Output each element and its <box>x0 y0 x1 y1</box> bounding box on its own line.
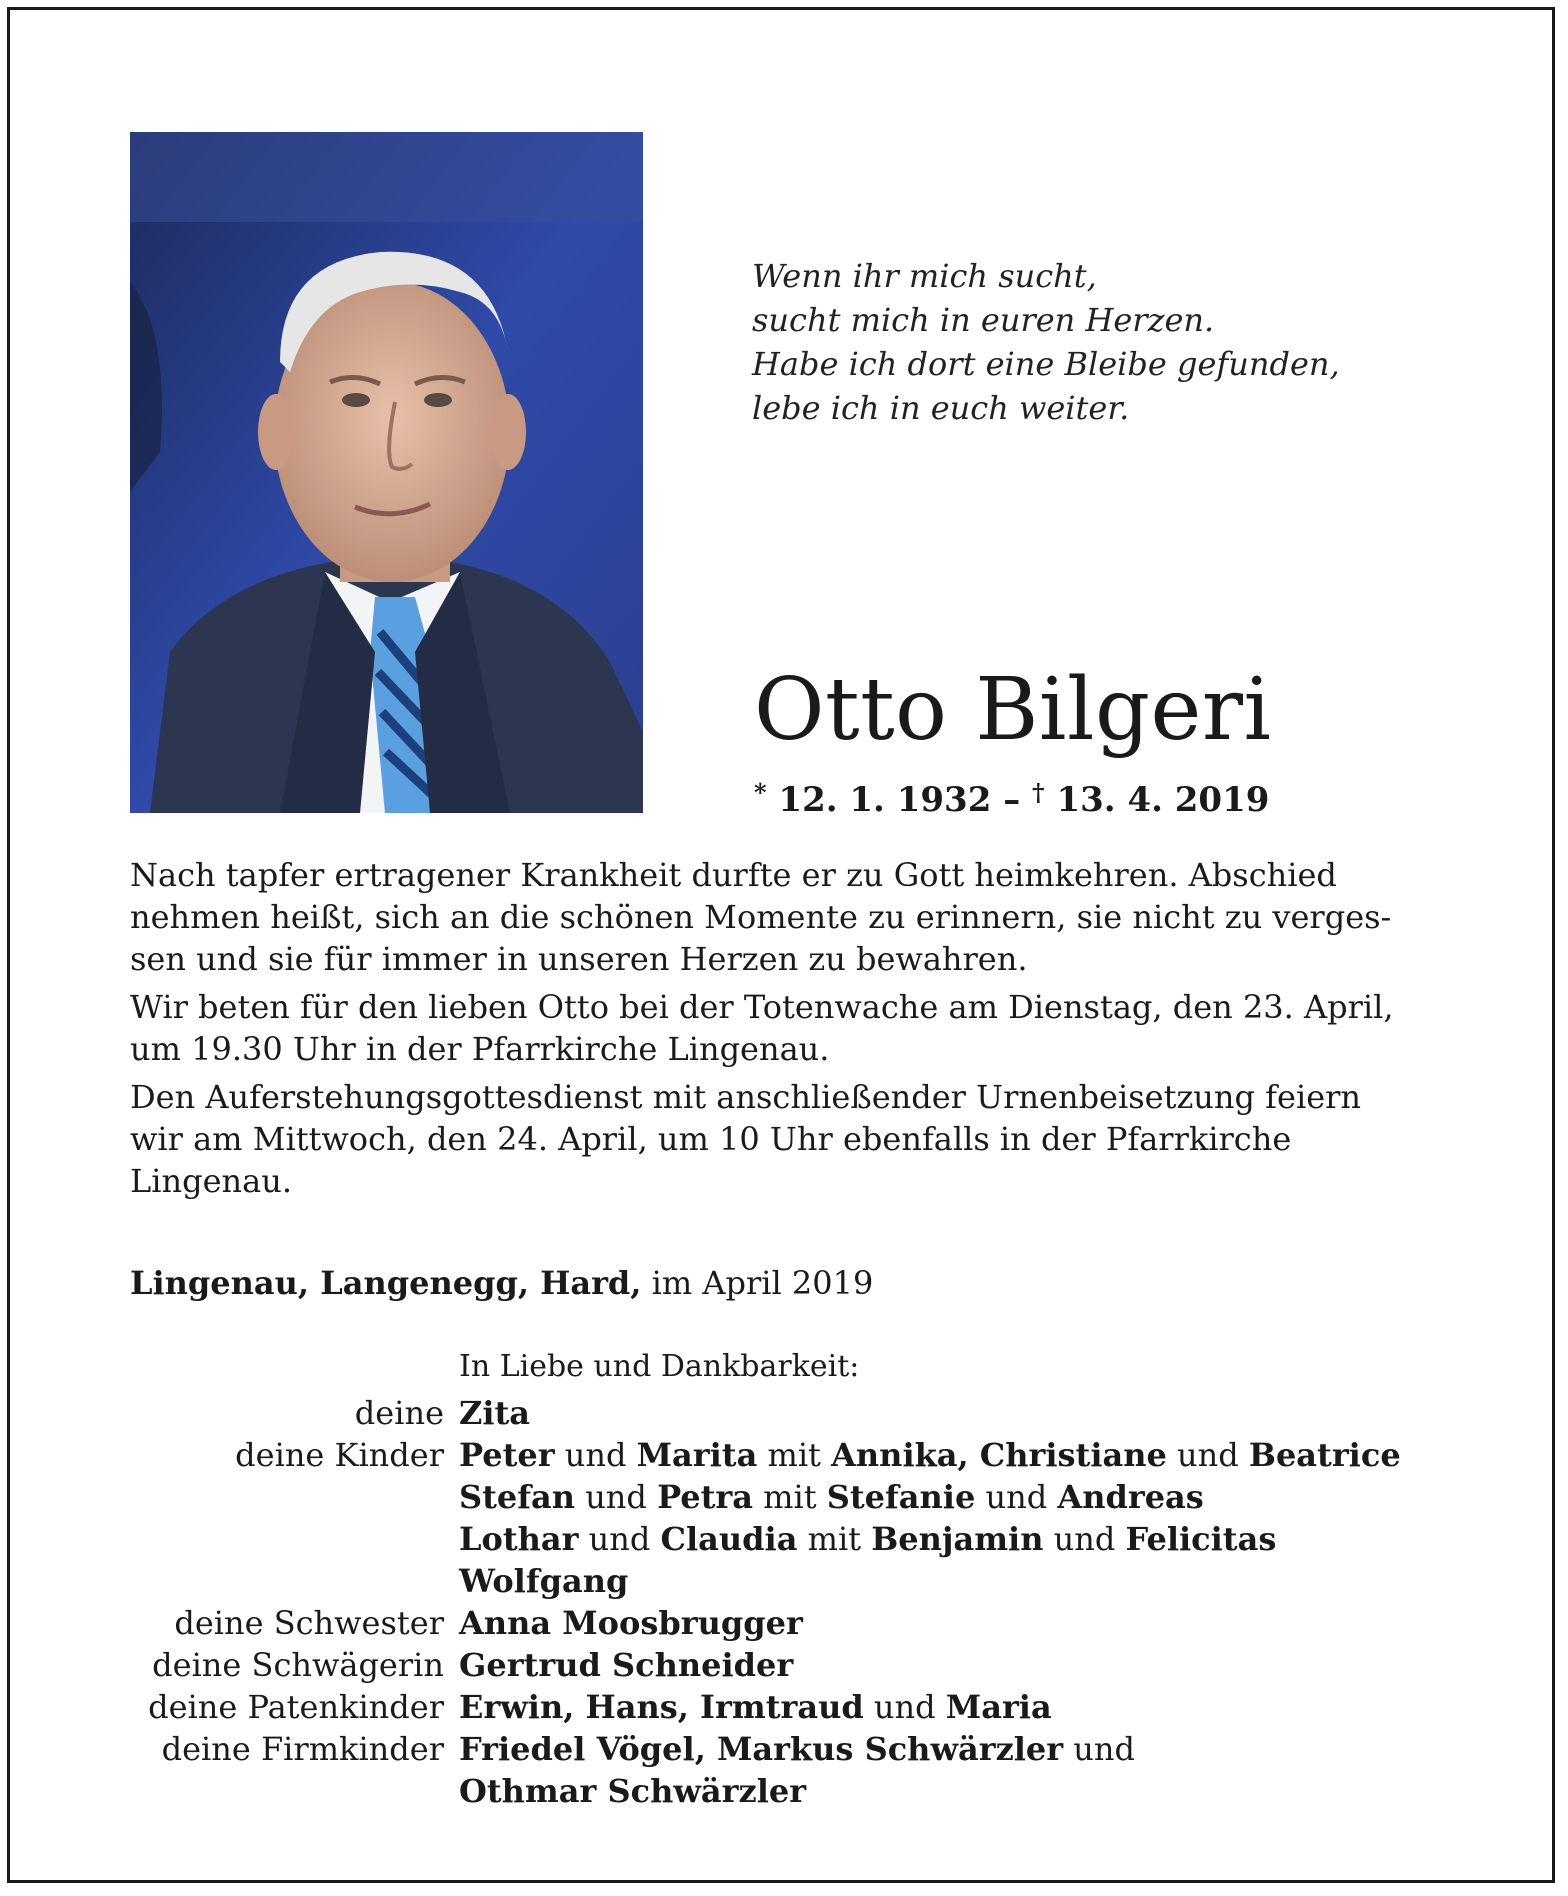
paragraph-wake <box>130 986 1436 1070</box>
birth-symbol: * <box>754 778 767 807</box>
mourner-name: Peter <box>459 1436 555 1474</box>
mourner-connector: mit <box>753 1478 827 1516</box>
mourner-name: Friedel Vögel, Markus Schwärzler <box>459 1730 1064 1768</box>
death-date: 13. 4. 2019 <box>1056 780 1270 820</box>
mourner-names <box>459 1770 806 1812</box>
mourner-row <box>100 1560 1500 1602</box>
mourner-name: Claudia <box>660 1520 798 1558</box>
mourner-names <box>459 1602 803 1644</box>
paragraph-service <box>130 1076 1436 1202</box>
mourner-names <box>459 1518 1276 1560</box>
mourner-names <box>459 1728 1135 1770</box>
mourner-name: Andreas <box>1057 1478 1204 1516</box>
text-line: nehmen heißt, sich an die schönen Momente zu erinnern, sie nicht zu verges- <box>130 898 1392 936</box>
mourner-connector: mit <box>797 1520 872 1558</box>
mourner-connector: und <box>863 1688 946 1726</box>
mourner-row <box>100 1602 1500 1644</box>
life-dates <box>754 778 1269 820</box>
notice-date: im April 2019 <box>651 1264 874 1302</box>
mourner-connector: und <box>975 1478 1058 1516</box>
death-symbol: † <box>1032 778 1045 807</box>
mourner-relation: deine Schwägerin <box>152 1646 444 1684</box>
mourner-row <box>100 1434 1500 1476</box>
mourner-name: Zita <box>459 1394 531 1432</box>
paragraph-passing <box>130 854 1436 980</box>
text-line: Nach tapfer ertragener Krankheit durfte er zu Gott heimkehren. Abschied <box>130 856 1337 894</box>
mourner-connector: und <box>575 1478 658 1516</box>
mourner-name: Stefan <box>459 1478 576 1516</box>
mourner-name: Annika, Christiane <box>831 1436 1167 1474</box>
mourner-relation <box>100 1560 459 1602</box>
text-line: wir am Mittwoch, den 24. April, um 10 Uhr ebenfalls in der Pfarrkirche <box>130 1120 1292 1158</box>
portrait-photo <box>130 132 643 813</box>
mourner-relation <box>100 1770 459 1812</box>
mourner-relation: deine Firmkinder <box>161 1730 444 1768</box>
mourner-row <box>100 1518 1500 1560</box>
date-dash: – <box>1003 780 1021 820</box>
deceased-name: Otto Bilgeri <box>754 660 1272 760</box>
mourner-row <box>100 1392 1500 1434</box>
text-line: um 19.30 Uhr in der Pfarrkirche Lingenau. <box>130 1030 830 1068</box>
mourner-names <box>459 1560 628 1602</box>
mourner-names <box>459 1686 1052 1728</box>
mourner-names <box>459 1434 1401 1476</box>
mourner-connector: mit <box>757 1436 832 1474</box>
mourner-row <box>100 1728 1500 1770</box>
mourner-row <box>100 1476 1500 1518</box>
mourner-name: Gertrud Schneider <box>459 1646 794 1684</box>
mourner-connector: und <box>554 1436 637 1474</box>
birth-date: 12. 1. 1932 <box>778 780 992 820</box>
mourner-relation <box>100 1518 459 1560</box>
mourner-name: Stefanie <box>826 1478 976 1516</box>
mourner-name: Wolfgang <box>459 1562 629 1600</box>
mourner-names <box>459 1644 793 1686</box>
mourner-name: Petra <box>657 1478 753 1516</box>
place-and-date <box>130 1262 873 1304</box>
text-line: sen und sie für immer in unseren Herzen zu bewahren. <box>130 940 1028 978</box>
mourner-name: Maria <box>945 1688 1052 1726</box>
mourner-name: Anna Moosbrugger <box>459 1604 803 1642</box>
mourner-connector: und <box>1166 1436 1249 1474</box>
mourner-names <box>459 1392 530 1434</box>
announcement-text <box>130 854 1436 1208</box>
mourner-connector: und <box>578 1520 661 1558</box>
mourner-relation: deine Patenkinder <box>148 1688 444 1726</box>
text-line: Wir beten für den lieben Otto bei der Totenwache am Dienstag, den 23. April, <box>130 988 1394 1026</box>
mourner-relation: deine Schwester <box>174 1604 444 1642</box>
mourner-name: Benjamin <box>871 1520 1044 1558</box>
mourners-list <box>100 1392 1500 1812</box>
mourner-name: Felicitas <box>1125 1520 1277 1558</box>
mourner-name: Beatrice <box>1248 1436 1401 1474</box>
mourner-relation: deine <box>354 1394 444 1432</box>
mourner-row <box>100 1644 1500 1686</box>
text-line: Lingenau. <box>130 1162 292 1200</box>
mourner-row <box>100 1686 1500 1728</box>
quote-line: lebe ich in euch weiter. <box>752 389 1130 427</box>
mourner-name: Othmar Schwärzler <box>459 1772 807 1810</box>
mourner-names <box>459 1476 1204 1518</box>
place-names: Lingenau, Langenegg, Hard, <box>130 1264 642 1302</box>
mourner-relation <box>100 1476 459 1518</box>
portrait-illustration <box>130 132 643 813</box>
mourner-relation: deine Kinder <box>235 1436 444 1474</box>
mourner-connector: und <box>1043 1520 1126 1558</box>
memorial-quote <box>752 254 1452 430</box>
quote-line: sucht mich in euren Herzen. <box>752 301 1215 339</box>
mourner-name: Marita <box>636 1436 758 1474</box>
text-line: Den Auferstehungsgottesdienst mit anschließender Urnenbeisetzung feiern <box>130 1078 1362 1116</box>
quote-line: Habe ich dort eine Bleibe gefunden, <box>752 345 1340 383</box>
quote-line: Wenn ihr mich sucht, <box>752 257 1097 295</box>
mourner-connector: und <box>1063 1730 1135 1768</box>
mourner-row <box>100 1770 1500 1812</box>
thanks-heading: In Liebe und Dankbarkeit: <box>459 1349 860 1384</box>
mourner-name: Lothar <box>459 1520 579 1558</box>
mourner-name: Erwin, Hans, Irmtraud <box>459 1688 864 1726</box>
